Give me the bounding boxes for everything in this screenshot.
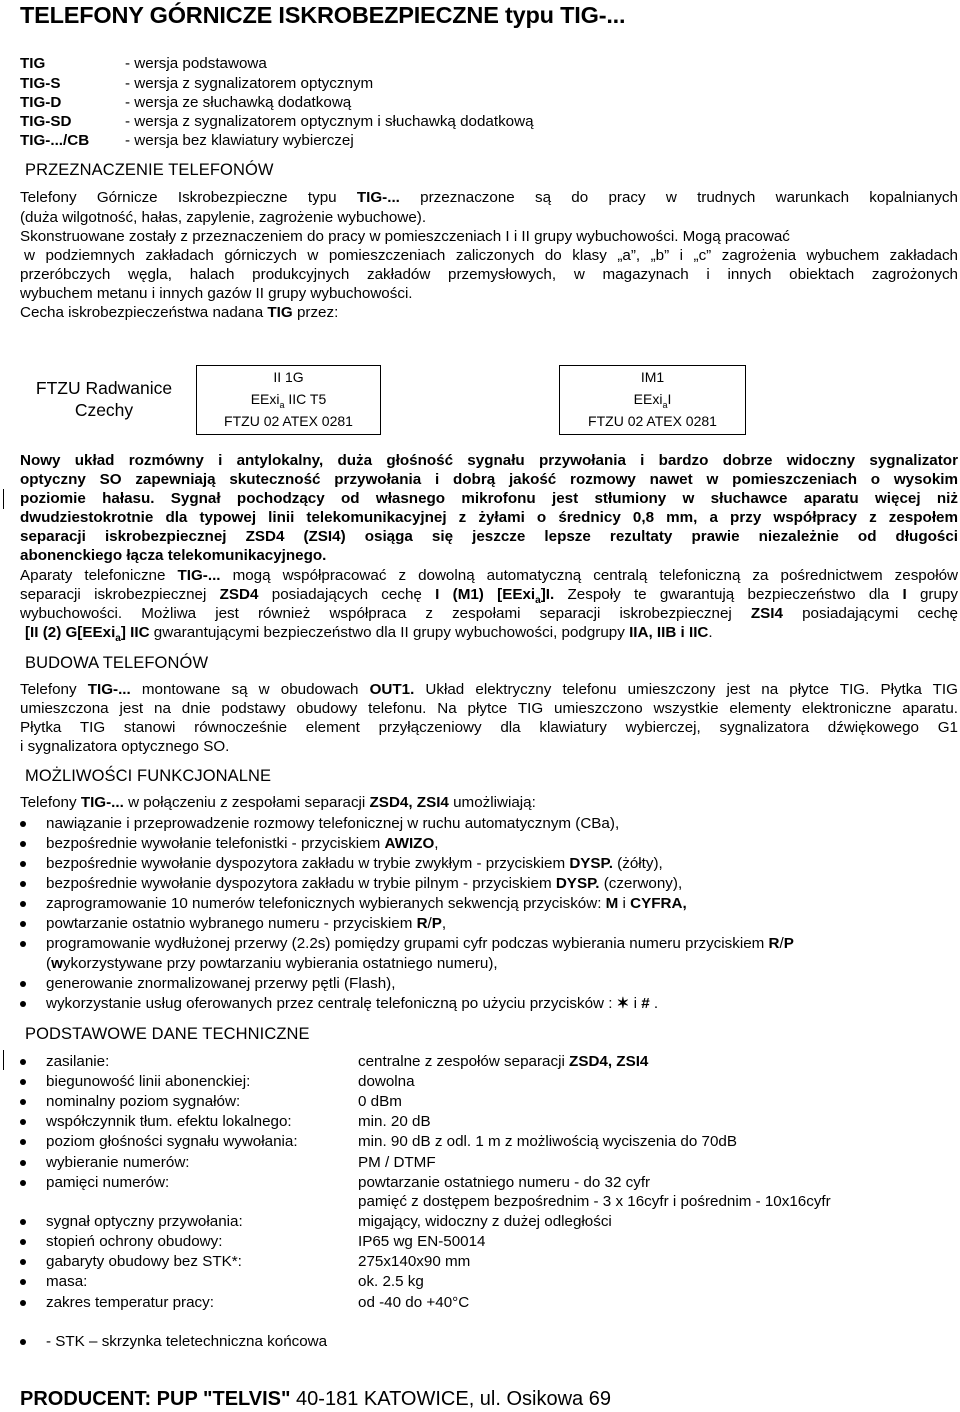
- version-code: TIG-SD: [20, 113, 72, 130]
- version-code: TIG-.../CB: [20, 132, 90, 149]
- purpose-line: [20, 303, 958, 322]
- version-code: TIG-S: [20, 75, 61, 92]
- cooperation-line: wybuchowości. Możliwa jest również współpraca z zespołami separacji iskrobezpiecznej ZSI4 posiadającymi cechę: [20, 605, 958, 622]
- cert-marking: II 1G: [273, 369, 304, 385]
- product-code: TIG: [267, 304, 293, 321]
- section-heading-build: BUDOWA TELEFONÓW: [25, 654, 209, 672]
- producer-name: PRODUCENT: PUP "TELVIS": [20, 1388, 291, 1410]
- version-code: TIG-D: [20, 94, 62, 111]
- cert-box-group-i: [559, 365, 746, 435]
- section-heading-functions: MOŻLIWOŚCI FUNKCJONALNE: [25, 767, 272, 785]
- cert-marking: IM1: [640, 369, 665, 385]
- feature-line: Nowy układ rozmówny i antylokalny, duża głośność sygnału przywołania i bardzo dobrze widoczny sygnalizator: [20, 452, 958, 469]
- text: Cecha iskrobezpieczeństwa nadana: [20, 304, 264, 321]
- build-line: umieszczona jest na dnie podstawy obudowy telefonu. Na płytce TIG umieszczono wszystkie elementy elektroniczne aparatu.: [20, 700, 958, 717]
- purpose-line: Skonstruowane zostały z przeznaczeniem do pracy w pomieszczeniach I i II grupy wybuchowości. Mogą pracować: [20, 228, 790, 245]
- section-heading-purpose: PRZEZNACZENIE TELEFONÓW: [25, 161, 274, 179]
- cooperation-line: [II (2) G[EExi$_a$] IIC gwarantującymi bezpieczeństwo dla II grupy wybuchowości, podgrupy IIA, IIB i IIC.: [25, 624, 713, 645]
- build-line: i sygnalizatora optycznego SO.: [20, 738, 230, 755]
- page-title: TELEFONY GÓRNICZE ISKROBEZPIECZNE typu TIG-...: [20, 2, 626, 28]
- cert-org-name: FTZU Radwanice: [35, 378, 173, 398]
- purpose-line: w podziemnych zakładach górniczych w pomieszczeniach zaliczonych do klasy „a”, „b” i „c” zagrożenia wybuchem zakładach: [24, 247, 958, 264]
- version-desc: - wersja bez klawiatury wybierczej: [125, 132, 354, 149]
- text: Telefony Górnicze Iskrobezpieczne typu: [20, 189, 337, 206]
- cert-org-country: Czechy: [74, 400, 134, 420]
- feature-line: dwudziestokrotnie dla typowej linii telekomunikacyjnej z żyłami o średnicy 0,8 mm, a przy współpracy z zespołem: [20, 509, 958, 526]
- version-desc: - wersja ze słuchawką dodatkową: [125, 94, 352, 111]
- purpose-line: (duża wilgotność, hałas, zapylenie, zagrożenie wybuchowe).: [20, 209, 427, 226]
- cert-marking: EExi$_a$I: [633, 391, 672, 410]
- cert-box-group-ii: [196, 365, 381, 435]
- purpose-line: przeróbczych węgla, halach produkcyjnych zakładów przemysłowych, w magazynach i innych obiektach zagrożonych: [20, 266, 958, 283]
- functions-intro: Telefony TIG-... w połączeniu z zespołami separacji ZSD4, ZSI4 umożliwiają:: [20, 794, 536, 811]
- section-heading-specs: PODSTAWOWE DANE TECHNICZNE: [25, 1025, 310, 1043]
- purpose-line: [20, 188, 958, 207]
- build-line: Telefony TIG-... montowane są w obudowach OUT1. Układ elektryczny telefonu umieszczony jest na płytce TIG. Płytka TIG: [20, 681, 958, 698]
- version-code: TIG: [20, 55, 46, 72]
- producer-address: 40-181 KATOWICE, ul. Osikowa 69: [290, 1388, 611, 1410]
- feature-line: abonenckiego łącza telekomunikacyjnego.: [20, 547, 327, 564]
- product-code: TIG-...: [356, 189, 400, 206]
- purpose-line: wybuchem metanu i innych gazów II grupy wybuchowości.: [20, 285, 413, 302]
- certification-body: [33, 377, 175, 421]
- version-desc: - wersja z sygnalizatorem optycznym: [125, 75, 374, 92]
- text: przez:: [296, 304, 339, 321]
- build-line: Płytka TIG stanowi równocześnie element przyłączeniowy dla klawiatury wybierczej, sygnalizatora dźwiękowego G1: [20, 719, 958, 736]
- producer-footer: [20, 1388, 611, 1411]
- version-desc: - wersja z sygnalizatorem optycznym i słuchawką dodatkową: [125, 113, 534, 130]
- cert-number: FTZU 02 ATEX 0281: [224, 413, 353, 429]
- feature-line: separacji iskrobezpiecznej ZSD4 (ZSI4) osiąga się jeszcze lepsze rezultaty prawie niezależnie od długości: [20, 528, 958, 545]
- cert-marking: EExi$_a$ IIC T5: [250, 391, 327, 410]
- cooperation-line: separacji iskrobezpiecznej ZSD4 posiadających cechę I (M1) [EExi$_a$]I. Zespoły te gwarantują bezpieczeństwo dla I grupy: [20, 586, 958, 607]
- revision-bar: [3, 489, 4, 509]
- feature-line: optyczny SO zapewniają skuteczność przywołania i dobrą jakość rozmowy nawet w pomieszczeniach o wysokim: [20, 471, 958, 488]
- version-desc: - wersja podstawowa: [125, 55, 267, 72]
- revision-bar: [3, 1050, 4, 1070]
- cert-number: FTZU 02 ATEX 0281: [588, 413, 717, 429]
- feature-line: poziomie hałasu. Sygnał pochodzący od własnego mikrofonu jest stłumiony w słuchawce aparatu więcej niż: [20, 490, 958, 507]
- cooperation-line: Aparaty telefoniczne TIG-... mogą współpracować z dowolną automatyczną centralą telefoniczną za pośrednictwem zespołów: [20, 567, 958, 584]
- text: przeznaczone są do pracy w trudnych warunkach kopalnianych: [420, 189, 958, 206]
